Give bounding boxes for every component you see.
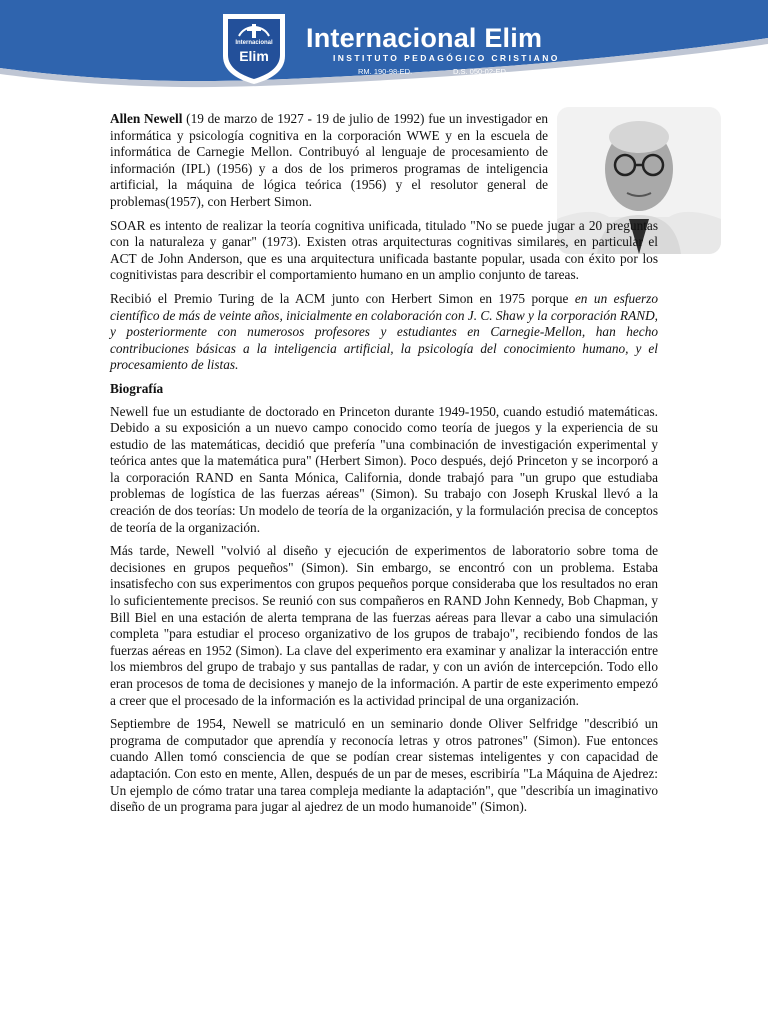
document-body	[110, 111, 658, 823]
section-heading: Biografía	[110, 380, 164, 396]
logo-shield	[219, 10, 289, 86]
brand-title: Internacional Elim	[306, 23, 543, 53]
turing-text: Recibió el Premio Turing de la ACM junto con Herbert Simon en 1975 porque	[110, 290, 575, 306]
paragraph-biography-1: Newell fue un estudiante de doctorado en Princeton durante 1949-1950, cuando estudió matemáticas. Debido a su exposición a un nuevo campo conocido como teoría de juegos y la experiencia de su estudio de las matemáticas, decidió que prefería "una combinación de investigación experimental y teórica antes que la matemática pura" (Herbert Simon). Poco después, dejó Princeton y se incorporó a la corporación RAND en Santa Mónica, California, donde trabajó para "un grupo que estudiaba problemas de logística de las fuerzas aéreas" (Simon). Su trabajo con Joseph Kruskal llevó a la creación de dos teorías: Un modelo de teoría de la organización, y la formulación precisa de conceptos de teoría de la organización.	[110, 403, 658, 535]
person-name: Allen Newell	[110, 111, 183, 126]
logo-top-text: Internacional	[235, 40, 273, 46]
turing-quote: en un esfuerzo científico de más de veinte años, inicialmente en colaboración con J. C. Shaw y la corporación RAND, y posteriormente con numerosos profesores y estudiantes en Carnegie-Mellon, han hecho contribuciones básicas a la inteligencia artificial, la psicología del conocimiento humano, y el procesamiento de listas.	[110, 290, 659, 373]
paragraph-soar: SOAR es intento de realizar la teoría cognitiva unificada, titulado "No se puede jugar a 20 preguntas con la naturaleza y ganar" (1973). Existen otras arquitecturas cognitivas similares, en particular el ACT de John Anderson, que es una arquitectura unificada bastante popular, usada con éxito por los cognitivistas para describir el comportamiento humano en un amplio conjunto de tareas.	[110, 217, 658, 283]
paragraph-biography-3: Septiembre de 1954, Newell se matriculó en un seminario donde Oliver Selfridge "describió un programa de computador que aprendía y reconocía letras y otros patrones" (Simon). Fue entonces cuando Allen tomó consciencia de que se podían crear sistemas inteligentes y con capacidad de adaptación. Con esto en mente, Allen, después de un par de meses, escribiría "La Máquina de Ajedrez: Un ejemplo de cómo tratar una tarea compleja mediante la adaptación", que "describía un imaginativo diseño de un programa para jugar al ajedrez de un modo humanoide" (Simon).	[110, 716, 658, 815]
paragraph-biography-2: Más tarde, Newell "volvió al diseño y ejecución de experimentos de laboratorio sobre toma de decisiones en grupos pequeños" (Simon). Sin embargo, se encontró con un problema. Estaba insatisfecho con sus experimentos con grupos pequeños porque consideraba que los resultados no eran lo suficientemente precisos. Se reunió con sus compañeros en RAND John Kennedy, Bob Chapman, y Bill Biel en una estación de alerta temprana de las fuerzas aéreas para llevar a cabo una simulación completa "para estudiar el proceso organizativo de los grupos de trabajo", recibiendo fondos de las fuerzas aéreas en 1952 (Simon). La clave del experimento era examinar y analizar la interacción entre los miembros del grupo de trabajo y sus pantallas de radar, y con un avión de intercepción. Todo ello eran procesos de toma de decisiones y manejo de la información. A partir de este experimento empezó a creer que el procesado de la información es la actividad principal de una organización.	[110, 543, 658, 708]
brand-rm: RM. 190-98-ED.	[358, 67, 413, 76]
header-banner	[0, 0, 768, 92]
logo-main-text: Elim	[239, 48, 269, 64]
brand-subtitle: INSTITUTO PEDAGÓGICO CRISTIANO	[333, 53, 560, 63]
paragraph-turing	[110, 291, 658, 374]
paragraph-intro	[110, 111, 548, 211]
brand-ds: D.S. 050-02-ED.	[453, 67, 509, 76]
intro-text: (19 de marzo de 1927 - 19 de julio de 1992) fue un investigador en informática y psicología cognitiva en la corporación WWE y en la escuela de informática de Carnegie Mellon. Contribuyó al lenguaje de procesamiento de información (IPL) (1956) y a dos de los primeros programas de inteligencia artificial, la máquina de lógica teórica (1956) y el resolutor general de problemas(1957), con Herbert Simon.	[110, 111, 548, 209]
